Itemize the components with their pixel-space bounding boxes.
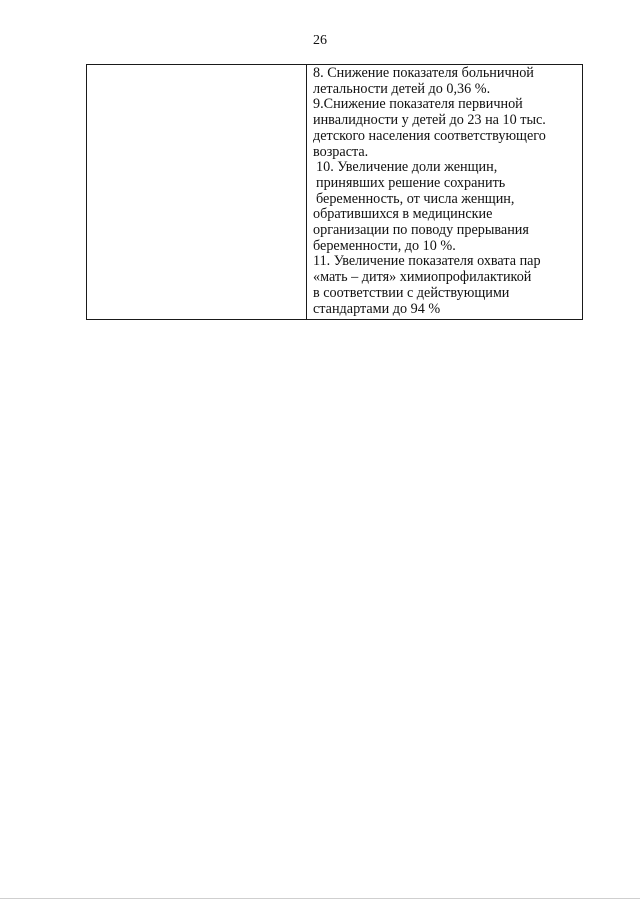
indicator-10-line-2: принявших решение сохранить: [316, 174, 506, 191]
indicator-11-line-4: стандартами до 94 %: [313, 300, 441, 317]
indicator-11-line-2: «мать – дитя» химиопрофилактикой: [313, 269, 532, 286]
indicator-11-line-3: в соответствии с действующими: [313, 284, 510, 301]
indicators-table: [86, 64, 583, 320]
indicator-10-line-4: обратившихся в медицинские: [313, 206, 493, 223]
table-cell-indicators: [307, 65, 583, 320]
table-cell-left: [87, 65, 307, 320]
indicator-9-line-4: возраста.: [313, 143, 369, 160]
scan-edge-line: [0, 898, 640, 899]
indicator-10-line-5: организации по поводу прерывания: [313, 222, 529, 239]
indicator-10-line-6: беременности, до 10 %.: [313, 237, 456, 254]
indicator-10-line-3: беременность, от числа женщин,: [316, 190, 515, 207]
table-row: [87, 65, 583, 320]
indicator-9-line-2: инвалидности у детей до 23 на 10 тыс.: [313, 112, 546, 129]
indicator-10-line-1: 10. Увеличение доли женщин,: [316, 159, 498, 176]
indicator-8-line-2: летальности детей до 0,36 %.: [313, 80, 491, 97]
indicator-11-line-1: 11. Увеличение показателя охвата пар: [313, 253, 541, 270]
page-number: 26: [313, 33, 327, 48]
indicator-9-line-1: 9.Снижение показателя первичной: [313, 96, 523, 113]
indicator-8-line-1: 8. Снижение показателя больничной: [313, 65, 534, 81]
indicator-9-line-3: детского населения соответствующего: [313, 127, 546, 144]
